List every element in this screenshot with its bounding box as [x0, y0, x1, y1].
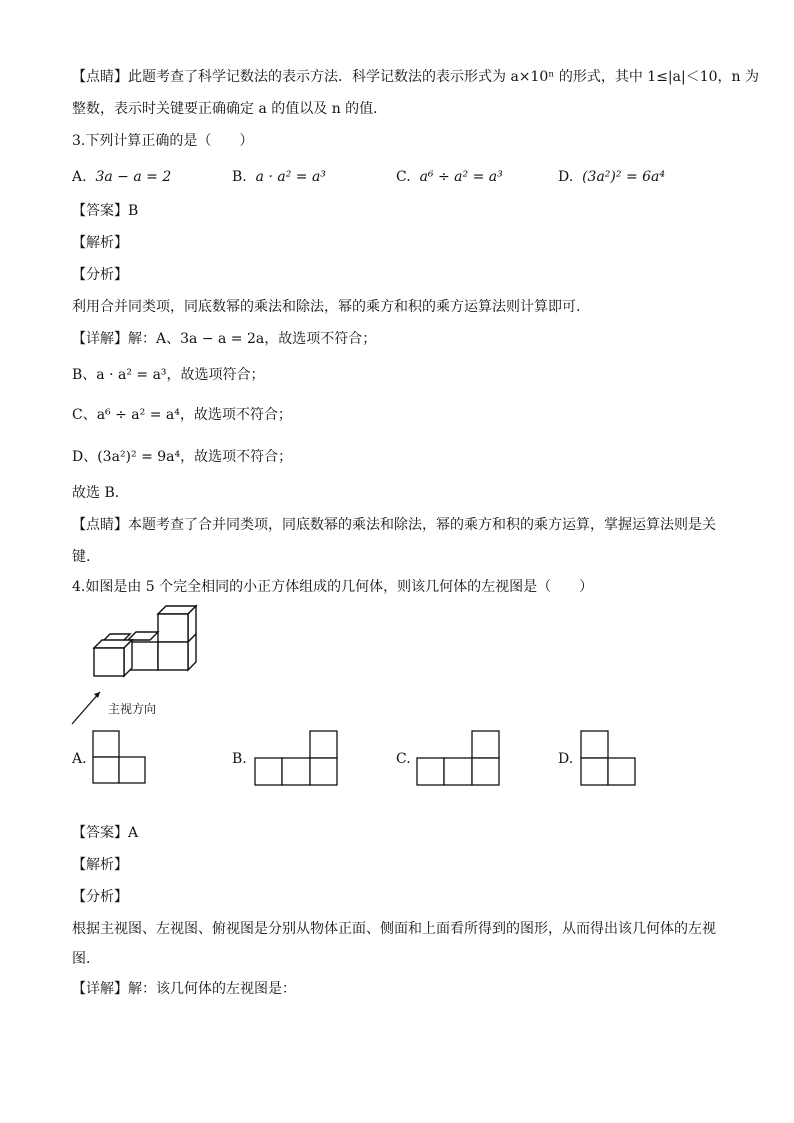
q3-option-a: A. 3a − a = 2 — [72, 169, 172, 185]
q4-option-b-label: B. — [232, 751, 247, 767]
q3-stem: 3.下列计算正确的是（ ） — [72, 133, 254, 149]
q3-point-line-1: 【点睛】本题考查了合并同类项，同底数幂的乘法和除法，幂的乘方和积的乘方运算，掌握运算法则是关 — [72, 517, 716, 533]
q3-point-line-2: 键. — [72, 549, 91, 565]
q4-detail: 【详解】解：该几何体的左视图是： — [72, 981, 296, 997]
q4-solid-figure — [90, 600, 210, 680]
q4-analysis-line-1: 根据主视图、左视图、俯视图是分别从物体正面、侧面和上面看所得到的图形，从而得出该几何体的左视 — [72, 921, 716, 937]
q3-analysis-head: 【解析】 — [72, 235, 128, 251]
q4-option-a-label: A. — [72, 751, 87, 767]
note-line-2: 整数，表示时关键要正确确定 a 的值以及 n 的值． — [72, 101, 388, 117]
q3-choose: 故选 B. — [72, 485, 120, 501]
q3-option-d: D. (3a²)² = 6a⁴ — [558, 169, 665, 185]
q4-option-c-label: C. — [396, 751, 411, 767]
note-line-1: 【点睛】此题考查了科学记数法的表示方法．科学记数法的表示形式为 a×10ⁿ 的形式，其中 1≤|a|＜10，n 为 — [72, 69, 759, 85]
q3-analysis: 利用合并同类项，同底数幂的乘法和除法，幂的乘方和积的乘方运算法则计算即可. — [72, 299, 581, 315]
q3-answer: 【答案】B — [72, 203, 139, 219]
view-direction-label: 主视方向 — [108, 702, 157, 716]
q4-analysis-line-2: 图． — [72, 951, 100, 967]
q3-analysis-sub: 【分析】 — [72, 267, 128, 283]
q4-analysis-head: 【解析】 — [72, 857, 128, 873]
q4-option-d-figure — [580, 730, 638, 786]
q4-answer: 【答案】A — [72, 825, 139, 841]
q3-detail-d: D、(3a²)² = 9a⁴，故选项不符合； — [72, 449, 293, 465]
q4-stem: 4.如图是由 5 个完全相同的小正方体组成的几何体，则该几何体的左视图是（ ） — [72, 579, 594, 595]
arrow-icon — [70, 688, 110, 728]
q4-option-a-figure — [92, 730, 148, 786]
q4-analysis-sub: 【分析】 — [72, 889, 128, 905]
q3-option-b: B. a · a² = a³ — [232, 169, 326, 185]
q3-option-c: C. a⁶ ÷ a² = a³ — [396, 169, 503, 185]
q4-option-c-figure — [416, 730, 502, 786]
q3-detail-c: C、a⁶ ÷ a² = a⁴，故选项不符合； — [72, 407, 292, 423]
q4-option-d-label: D. — [558, 751, 574, 767]
q3-detail-a: 【详解】解：A、3a − a = 2a，故选项不符合； — [72, 331, 377, 347]
q4-option-b-figure — [254, 730, 340, 786]
q3-detail-b: B、a · a² = a³，故选项符合； — [72, 367, 265, 383]
